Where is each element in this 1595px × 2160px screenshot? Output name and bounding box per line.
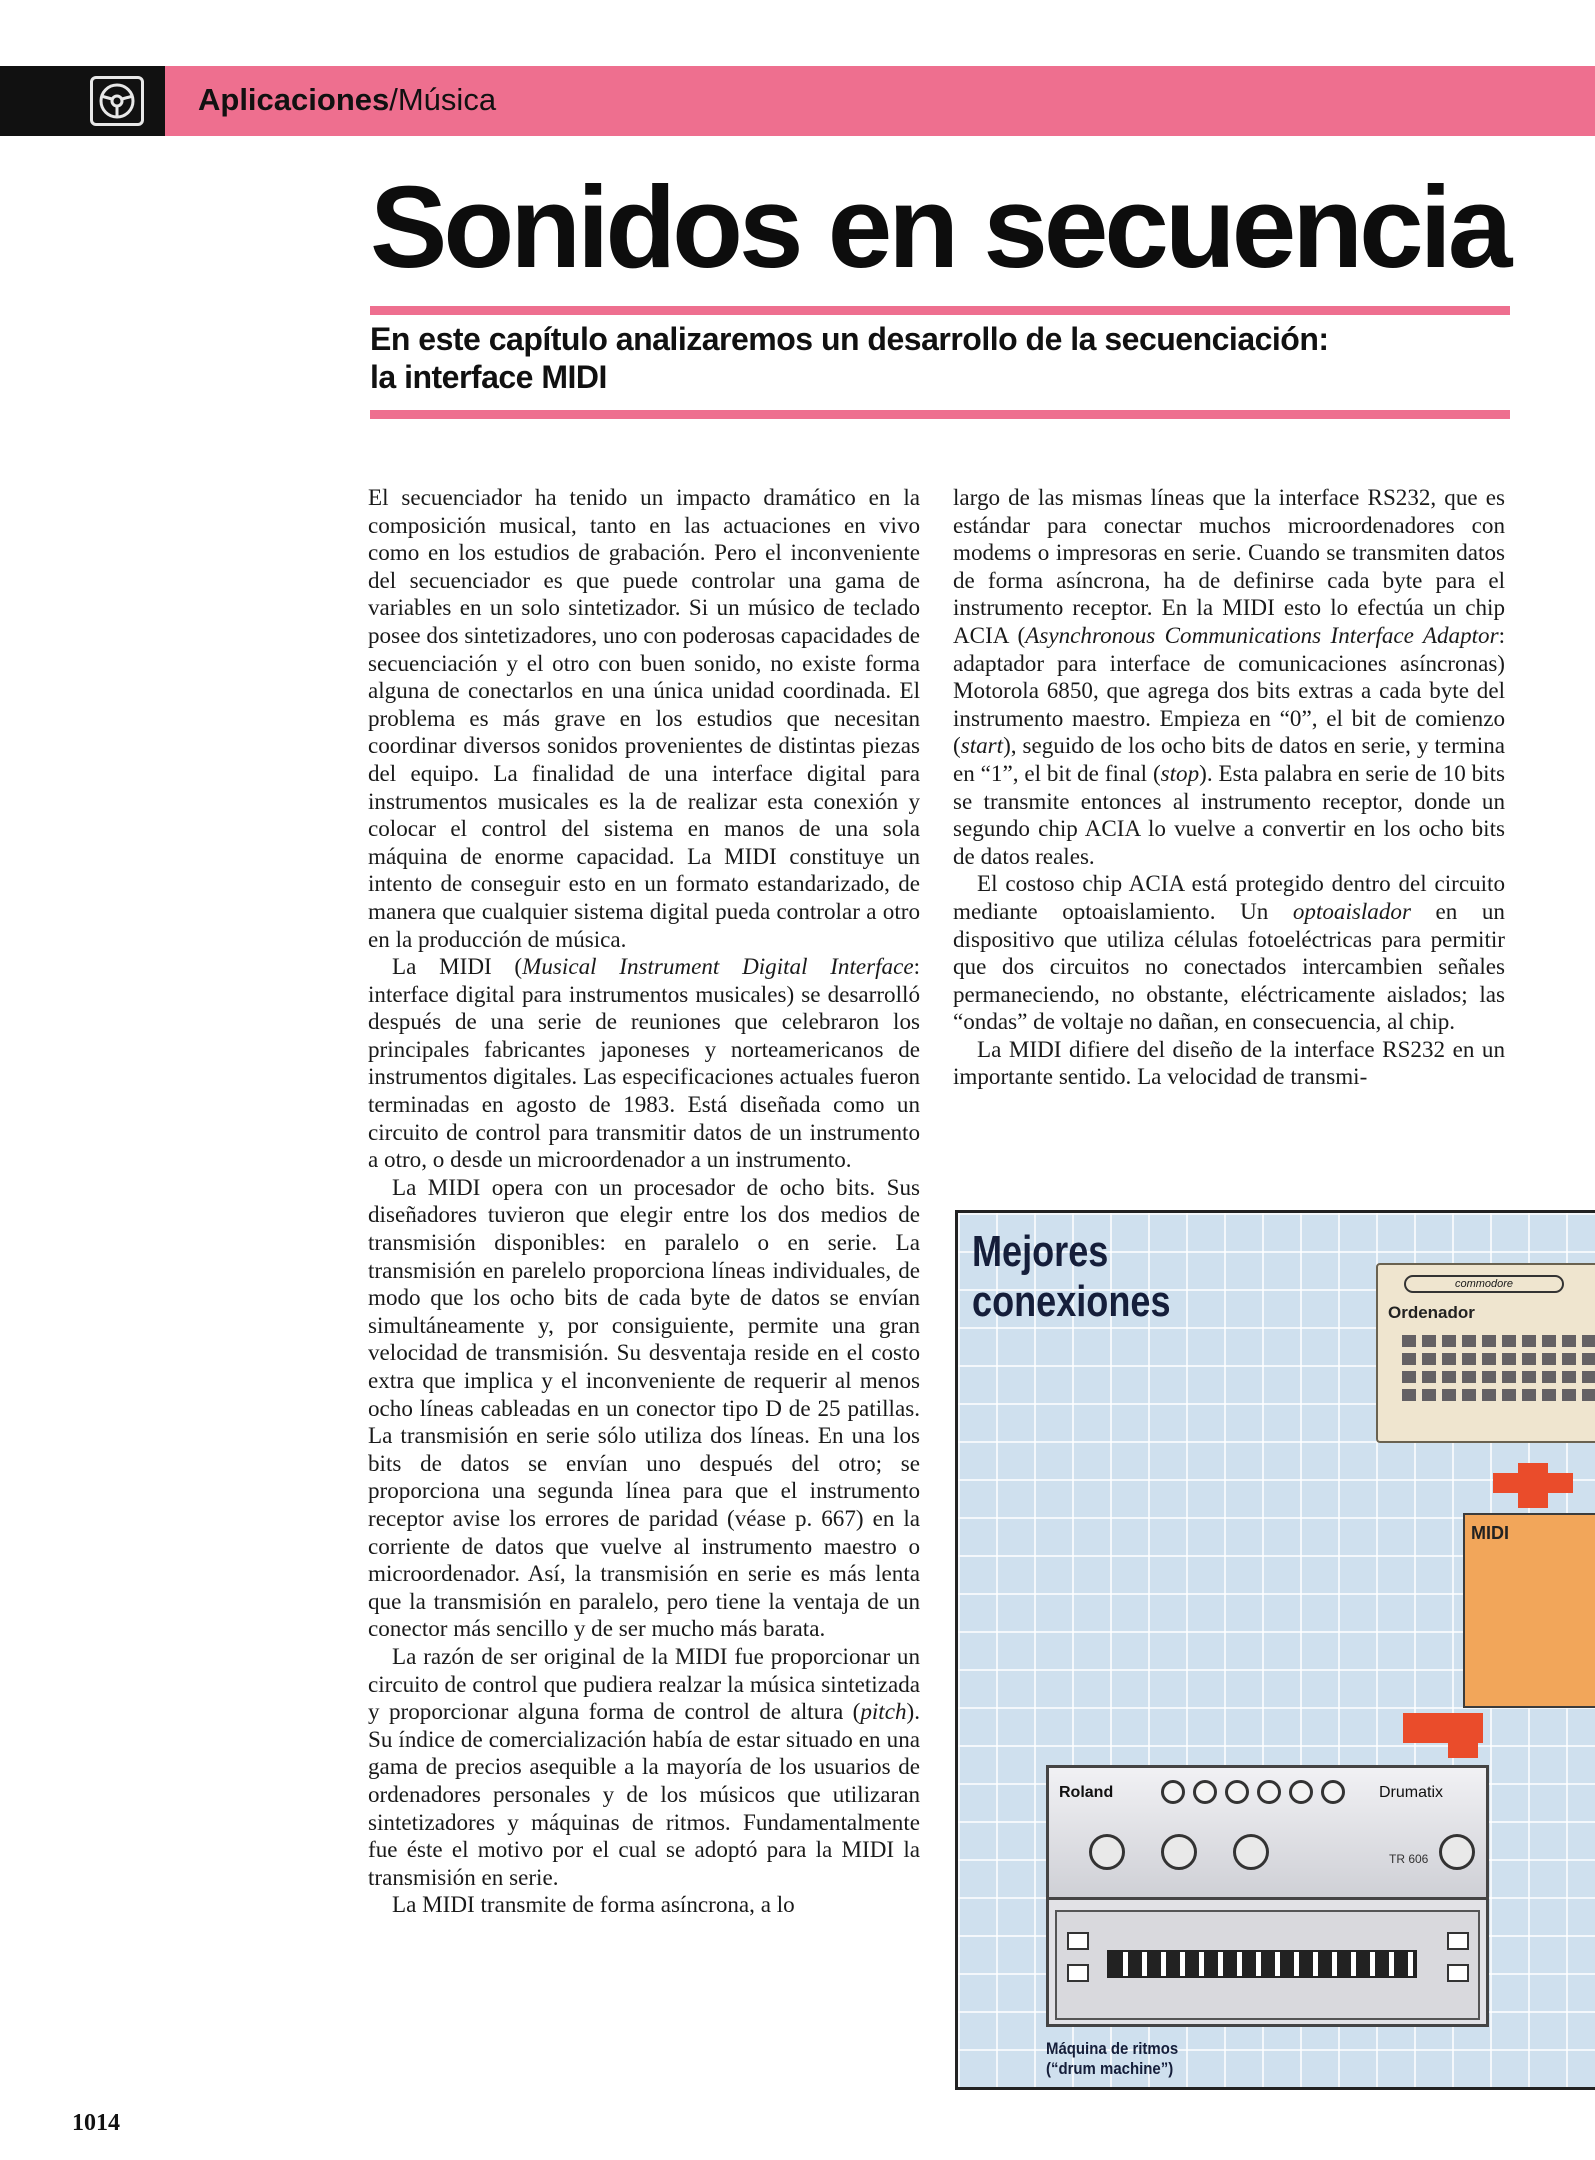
knob-icon [1161, 1780, 1185, 1804]
text-run: ), seguido de los ocho bits de datos en serie, y termina en “1”, el bit de final ( [953, 732, 1505, 786]
computer-label: Ordenador [1388, 1303, 1475, 1322]
drum-button [1067, 1932, 1089, 1950]
emphasis: optoaislador [1292, 897, 1411, 924]
text-run: El costoso chip ACIA está protegido dentro del circuito mediante optoaislamiento. Un [953, 870, 1505, 924]
paragraph [953, 870, 1505, 1036]
drum-brand: Roland [1059, 1784, 1114, 1801]
text-run: en un dispositivo que utiliza células fotoeléctricas para permitir que dos circuitos no conectados intercambien señales permaneciendo, no obstante, eléctricamente aislados; las “ondas” de voltaje no dañan, en consecuencia, al chip. [953, 897, 1505, 1035]
paragraph: La MIDI opera con un procesador de ocho bits. Sus diseñadores tuvieron que elegir entre los dos medios de transmisión disponibles: en paralelo o en serie. La transmisión en parelelo proporciona líneas individuales, de modo que los ocho bits de cada byte de datos se envían simultáneamente y, por consiguiente, permite una gran velocidad de transmisión. Su desventaja reside en el costo extra que implica y el inconveniente de requerir al menos ocho líneas cableadas en un conector tipo D de 25 patillas. La transmisión en serie sólo utiliza dos líneas. En una los bits de datos se envían uno después del otro; se proporciona una segunda línea para que el instrumento receptor avise los errores de paridad (véase p. 667) en la corriente de datos que vuelve al instrumento maestro o microordenador. Así, la transmisión en serie es más lenta que la transmisión en paralelo, pero tiene la ventaja de un conector más sencillo y de ser mucho más barata. [368, 1173, 920, 1642]
paragraph: La MIDI transmite de forma asíncrona, a lo [392, 1891, 795, 1918]
paragraph [368, 1643, 920, 1891]
text-run: : adaptador para interface de comunicaciones asíncronas) Motorola 6850, que agrega dos bits extras a cada byte del instrumento maestro. Empieza en “0”, el bit de comienzo ( [953, 621, 1505, 759]
paragraph: La MIDI difiere del diseño de la interface RS232 en un importante sentido. La velocidad de transmi- [953, 1035, 1505, 1090]
page-title: Sonidos en secuencia [370, 162, 1509, 292]
illustration-title [972, 1227, 1171, 1327]
drum-model-code: TR 606 [1389, 1852, 1429, 1866]
emphasis: pitch [860, 1698, 907, 1725]
subtitle-line-2: la interface MIDI [370, 359, 607, 395]
section-label [198, 82, 496, 118]
computer-brand-badge: commodore [1404, 1275, 1564, 1293]
knob-icon [1193, 1780, 1217, 1804]
text-run: ). Esta palabra en serie de 10 bits se transmite entonces al instrumento receptor, donde un segundo chip ACIA lo vuelve a convertir en los ocho bits de datos reales. [953, 759, 1505, 869]
emphasis: Musical Instrument Digital Interface [522, 953, 914, 980]
drum-machine-panel [1049, 1768, 1486, 1900]
text-run: La MIDI ( [392, 953, 523, 980]
drum-caption-line-2: (“drum machine”) [1046, 2059, 1174, 2078]
midi-label: MIDI [1471, 1523, 1509, 1543]
step-buttons [1107, 1950, 1417, 1978]
computer-drawing [1376, 1263, 1595, 1443]
emphasis: stop [1160, 759, 1200, 786]
page-subtitle [370, 320, 1510, 396]
subtitle-line-1: En este capítulo analizaremos un desarrollo de la secuenciación: [370, 321, 1329, 357]
title-rule-bottom [370, 410, 1510, 419]
drum-machine-caption [1046, 2039, 1178, 2079]
knob-icon [1225, 1780, 1249, 1804]
steering-wheel-icon [90, 76, 144, 126]
illustration-title-line-1: Mejores [972, 1227, 1109, 1276]
connection-arrow [1448, 1718, 1478, 1758]
drum-machine-step-panel [1055, 1910, 1480, 2020]
section-name: Aplicaciones [198, 82, 390, 117]
text-column-right [953, 484, 1505, 1091]
drum-button [1447, 1932, 1469, 1950]
knob-icon [1161, 1834, 1197, 1870]
knob-icon [1257, 1780, 1281, 1804]
subsection-name: /Música [389, 82, 497, 117]
connection-arrow [1493, 1473, 1573, 1493]
title-rule-top [370, 306, 1510, 315]
text-column-left [368, 484, 920, 1919]
midi-interface-box [1463, 1513, 1595, 1708]
knob-icon [1439, 1834, 1475, 1870]
keyboard-keys [1402, 1335, 1595, 1407]
emphasis: start [960, 732, 1004, 759]
emphasis: Asynchronous Communications Interface Adaptor [1025, 621, 1499, 648]
paragraph [953, 484, 1505, 870]
drum-machine-drawing [1046, 1765, 1489, 2027]
text-run: ). Su índice de comercialización había de estar situado en una gama de precios asequible a la mayoría de los usuarios de ordenadores personales y de los músicos que utilizaran sintetizadores y máquinas de ritmos. Fundamentalmente fue éste el motivo por el cual se adoptó para la MIDI la transmisión en serie. [368, 1698, 920, 1890]
knob-icon [1089, 1834, 1125, 1870]
knob-icon [1289, 1780, 1313, 1804]
midi-connections-illustration [955, 1210, 1595, 2090]
knob-icon [1233, 1834, 1269, 1870]
drum-caption-line-1: Máquina de ritmos [1046, 2039, 1179, 2058]
knob-icon [1321, 1780, 1345, 1804]
paragraph: El secuenciador ha tenido un impacto dramático en la composición musical, tanto en las actuaciones en vivo como en los estudios de grabación. Pero el inconveniente del secuenciador es que puede controlar una gama de variables en un solo sintetizador. Si un músico de teclado posee dos sintetizadores, uno con poderosas capacidades de secuenciación y el otro con buen sonido, no existe forma alguna de conectarlos en una única unidad coordinada. El problema es más grave en los estudios que necesitan coordinar diversos sonidos provenientes de distintas piezas del equipo. La finalidad de una interface digital para instrumentos musicales es la de realizar esta conexión y colocar el control del sistema en manos de una sola máquina de enorme capacidad. La MIDI constituye un intento de conseguir esto en un formato estandarizado, de manera que cualquier sistema digital pueda controlar a otro en la producción de música. [368, 484, 920, 952]
page-number: 1014 [72, 2110, 120, 2136]
illustration-title-line-2: conexiones [972, 1277, 1171, 1326]
drum-button [1067, 1964, 1089, 1982]
text-run: La razón de ser original de la MIDI fue proporcionar un circuito de control que pudiera realzar la música sintetizada y proporcionar alguna forma de control de altura ( [368, 1642, 920, 1725]
text-run: : interface digital para instrumentos musicales) se desarrolló después de una serie de reuniones que celebraron los principales fabricantes japoneses y norteamericanos de instrumentos digitales. Las especificaciones actuales fueron terminadas en agosto de 1983. Está diseñada como un circuito de control para transmitir datos de un instrumento a otro, o desde un microordenador a un instrumento. [368, 953, 921, 1173]
drum-model: Drumatix [1379, 1784, 1444, 1801]
drum-button [1447, 1964, 1469, 1982]
paragraph [368, 953, 920, 1174]
text-run: largo de las mismas líneas que la interface RS232, que es estándar para conectar muchos microordenadores con modems o impresoras en serie. Cuando se transmiten datos de forma asíncrona, ha de definirse cada byte para el instrumento receptor. En la MIDI esto lo efectúa un chip ACIA ( [953, 484, 1505, 648]
